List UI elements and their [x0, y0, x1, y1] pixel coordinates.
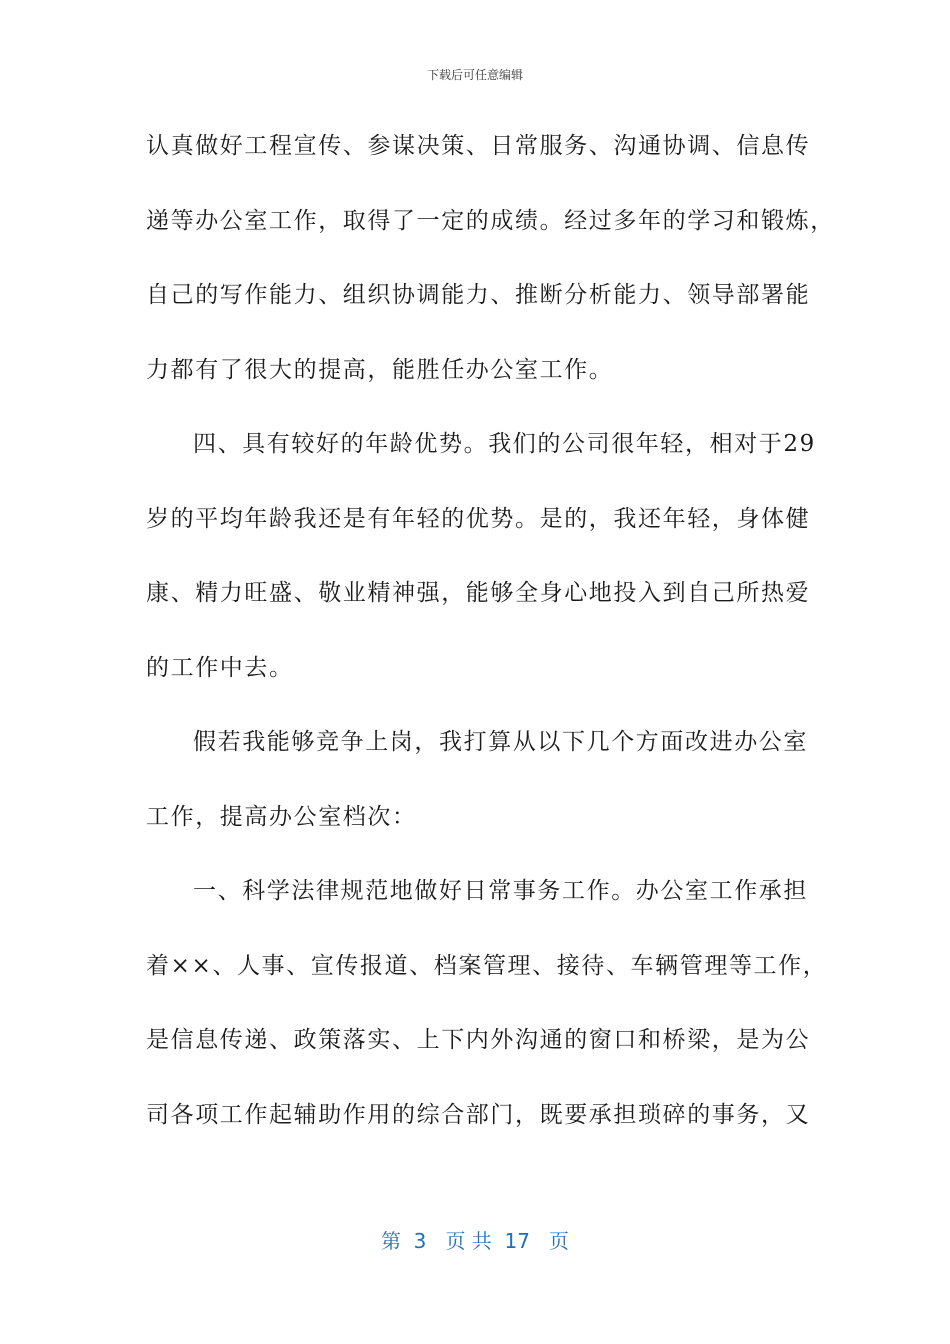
text-line: 司各项工作起辅助作用的综合部门，既要承担琐碎的事务，又: [146, 1101, 811, 1128]
text-line: 着××、人事、宣传报道、档案管理、接待、车辆管理等工作，: [146, 952, 828, 979]
text-line: 工作，提高办公室档次：: [146, 803, 417, 830]
text-line: 的工作中去。: [146, 654, 294, 681]
page-number-footer: 第 3 页 共 17 页: [380, 1229, 570, 1253]
text-line: 康、精力旺盛、敬业精神强，能够全身心地投入到自己所热爱: [146, 580, 811, 606]
text-line: 岁的平均年龄我还是有年轻的优势。是的，我还年轻，身体健: [146, 505, 811, 532]
page-header: 下载后可任意编辑: [426, 68, 523, 82]
text-line: 递等办公室工作，取得了一定的成绩。经过多年的学习和锻炼，: [146, 207, 835, 234]
document-body: [146, 128, 835, 1171]
text-line: 自己的写作能力、组织协调能力、推断分析能力、领导部署能: [146, 282, 811, 308]
text-line: 认真做好工程宣传、参谋决策、日常服务、沟通协调、信息传: [146, 133, 811, 159]
text-line: 一、科学法律规范地做好日常事务工作。办公室工作承担: [193, 878, 808, 904]
text-line: 假若我能够竞争上岗，我打算从以下几个方面改进办公室: [193, 729, 808, 755]
text-line: 力都有了很大的提高，能胜任办公室工作。: [146, 356, 614, 383]
text-line: 四、具有较好的年龄优势。我们的公司很年轻，相对于29: [193, 431, 816, 457]
text-line: 是信息传递、政策落实、上下内外沟通的窗口和桥梁，是为公: [146, 1027, 811, 1053]
